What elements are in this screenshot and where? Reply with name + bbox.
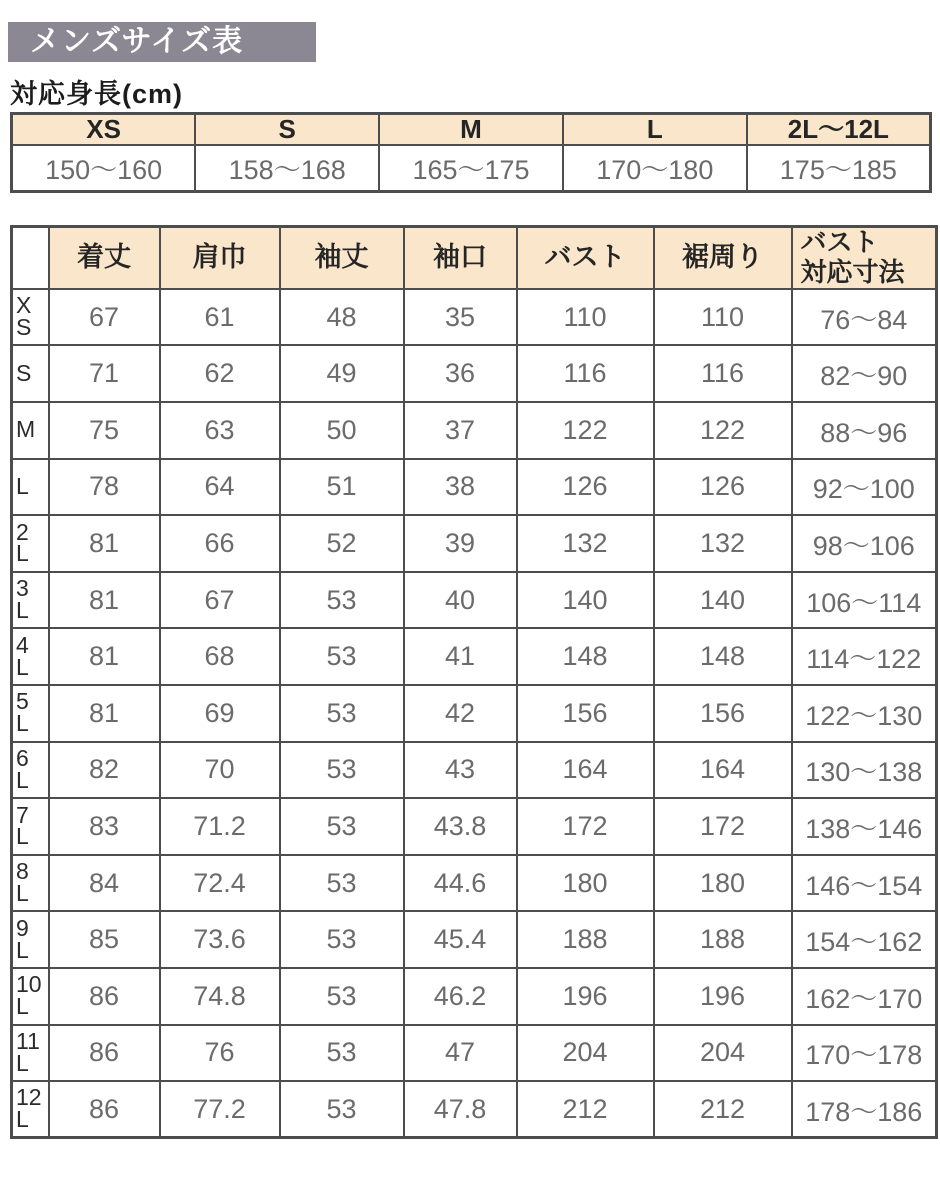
size-value-2L-0: 81 [49,515,160,572]
size-value-12L-2: 53 [280,1081,404,1138]
size-value-XS-5: 110 [654,289,792,346]
size-value-11L-2: 53 [280,1025,404,1082]
size-value-6L-0: 82 [49,742,160,799]
size-value-6L-6: 130〜138 [792,742,937,799]
size-row-L [12,459,937,516]
size-value-3L-2: 53 [280,572,404,629]
size-value-10L-0: 86 [49,968,160,1025]
size-value-11L-0: 86 [49,1025,160,1082]
size-value-10L-6: 162〜170 [792,968,937,1025]
size-value-10L-3: 46.2 [404,968,517,1025]
size-row-label-5L: 5 L [12,685,49,742]
size-value-M-6: 88〜96 [792,402,937,459]
size-value-L-5: 126 [654,459,792,516]
size-row-label-8L: 8 L [12,855,49,912]
size-value-5L-1: 69 [160,685,280,742]
size-value-4L-6: 114〜122 [792,628,937,685]
size-value-6L-5: 164 [654,742,792,799]
size-value-7L-3: 43.8 [404,798,517,855]
size-value-L-4: 126 [517,459,654,516]
size-row-label-12L: 12 L [12,1081,49,1138]
size-row-2L [12,515,937,572]
size-value-10L-5: 196 [654,968,792,1025]
size-value-9L-6: 154〜162 [792,911,937,968]
height-table [10,112,932,193]
size-value-5L-6: 122〜130 [792,685,937,742]
size-row-label-S: S [12,345,49,402]
size-value-S-4: 116 [517,345,654,402]
size-value-4L-3: 41 [404,628,517,685]
size-row-label-3L: 3 L [12,572,49,629]
size-value-5L-0: 81 [49,685,160,742]
size-value-L-0: 78 [49,459,160,516]
size-value-L-3: 38 [404,459,517,516]
size-value-S-3: 36 [404,345,517,402]
size-value-9L-1: 73.6 [160,911,280,968]
size-value-10L-1: 74.8 [160,968,280,1025]
size-col-header-4: バスト [517,227,654,289]
size-value-3L-3: 40 [404,572,517,629]
size-row-label-7L: 7 L [12,798,49,855]
size-row-7L [12,798,937,855]
size-value-8L-1: 72.4 [160,855,280,912]
height-value-3: 170〜180 [563,145,747,192]
size-row-label-11L: 11 L [12,1025,49,1082]
size-value-8L-3: 44.6 [404,855,517,912]
size-value-4L-0: 81 [49,628,160,685]
size-value-9L-0: 85 [49,911,160,968]
size-value-S-5: 116 [654,345,792,402]
size-col-header-2: 袖丈 [280,227,404,289]
size-row-6L [12,742,937,799]
size-value-5L-2: 53 [280,685,404,742]
size-value-M-4: 122 [517,402,654,459]
size-value-XS-6: 76〜84 [792,289,937,346]
size-value-12L-3: 47.8 [404,1081,517,1138]
size-row-12L [12,1081,937,1138]
height-value-1: 158〜168 [195,145,379,192]
size-value-7L-5: 172 [654,798,792,855]
size-value-L-6: 92〜100 [792,459,937,516]
height-col-header-4: 2L〜12L [747,114,931,145]
size-value-7L-4: 172 [517,798,654,855]
size-value-8L-6: 146〜154 [792,855,937,912]
size-row-3L [12,572,937,629]
size-value-10L-4: 196 [517,968,654,1025]
size-value-M-2: 50 [280,402,404,459]
size-value-2L-3: 39 [404,515,517,572]
size-value-2L-1: 66 [160,515,280,572]
size-col-header-6: バスト 対応寸法 [792,227,937,289]
size-value-12L-6: 178〜186 [792,1081,937,1138]
size-row-label-L: L [12,459,49,516]
size-value-4L-1: 68 [160,628,280,685]
size-table-corner [12,227,49,289]
size-value-8L-4: 180 [517,855,654,912]
size-value-6L-4: 164 [517,742,654,799]
size-value-S-0: 71 [49,345,160,402]
size-value-6L-1: 70 [160,742,280,799]
size-table [10,225,938,1139]
size-col-header-1: 肩巾 [160,227,280,289]
height-value-0: 150〜160 [12,145,196,192]
size-value-4L-4: 148 [517,628,654,685]
height-section-title: 対応身長(cm) [10,79,184,109]
size-value-4L-5: 148 [654,628,792,685]
size-row-S [12,345,937,402]
size-table-header-row [12,227,937,289]
size-value-7L-2: 53 [280,798,404,855]
size-value-XS-2: 48 [280,289,404,346]
size-value-3L-4: 140 [517,572,654,629]
size-col-header-0: 着丈 [49,227,160,289]
size-row-8L [12,855,937,912]
height-value-2: 165〜175 [379,145,563,192]
size-value-XS-4: 110 [517,289,654,346]
size-value-11L-6: 170〜178 [792,1025,937,1082]
size-value-12L-0: 86 [49,1081,160,1138]
size-value-9L-3: 45.4 [404,911,517,968]
size-value-2L-5: 132 [654,515,792,572]
size-value-M-5: 122 [654,402,792,459]
size-value-2L-4: 132 [517,515,654,572]
size-value-L-2: 51 [280,459,404,516]
size-row-9L [12,911,937,968]
size-value-S-2: 49 [280,345,404,402]
height-col-header-3: L [563,114,747,145]
size-value-M-3: 37 [404,402,517,459]
size-value-S-1: 62 [160,345,280,402]
size-value-3L-0: 81 [49,572,160,629]
size-value-S-6: 82〜90 [792,345,937,402]
size-value-9L-2: 53 [280,911,404,968]
size-row-label-9L: 9 L [12,911,49,968]
size-value-5L-3: 42 [404,685,517,742]
size-value-9L-5: 188 [654,911,792,968]
size-value-8L-2: 53 [280,855,404,912]
height-col-header-1: S [195,114,379,145]
size-value-2L-6: 98〜106 [792,515,937,572]
height-col-header-2: M [379,114,563,145]
size-row-5L [12,685,937,742]
size-value-11L-1: 76 [160,1025,280,1082]
size-value-7L-6: 138〜146 [792,798,937,855]
size-value-4L-2: 53 [280,628,404,685]
size-value-12L-5: 212 [654,1081,792,1138]
size-value-11L-3: 47 [404,1025,517,1082]
size-value-7L-0: 83 [49,798,160,855]
size-col-header-3: 袖口 [404,227,517,289]
size-value-XS-1: 61 [160,289,280,346]
size-value-12L-1: 77.2 [160,1081,280,1138]
size-value-11L-4: 204 [517,1025,654,1082]
size-value-12L-4: 212 [517,1081,654,1138]
size-value-XS-0: 67 [49,289,160,346]
size-row-M [12,402,937,459]
height-table-value-row [12,145,931,192]
size-row-label-4L: 4 L [12,628,49,685]
size-value-11L-5: 204 [654,1025,792,1082]
size-value-3L-6: 106〜114 [792,572,937,629]
size-row-10L [12,968,937,1025]
size-value-10L-2: 53 [280,968,404,1025]
size-value-2L-2: 52 [280,515,404,572]
size-row-label-6L: 6 L [12,742,49,799]
size-row-label-2L: 2 L [12,515,49,572]
size-value-6L-3: 43 [404,742,517,799]
size-value-L-1: 64 [160,459,280,516]
size-row-label-10L: 10 L [12,968,49,1025]
size-value-8L-5: 180 [654,855,792,912]
size-row-XS [12,289,937,346]
size-value-6L-2: 53 [280,742,404,799]
size-value-5L-4: 156 [517,685,654,742]
page-title: メンズサイズ表 [8,22,316,62]
size-row-4L [12,628,937,685]
height-value-4: 175〜185 [747,145,931,192]
size-value-8L-0: 84 [49,855,160,912]
size-value-3L-1: 67 [160,572,280,629]
size-value-XS-3: 35 [404,289,517,346]
size-value-7L-1: 71.2 [160,798,280,855]
size-row-11L [12,1025,937,1082]
size-value-5L-5: 156 [654,685,792,742]
size-value-9L-4: 188 [517,911,654,968]
height-col-header-0: XS [12,114,196,145]
size-col-header-5: 裾周り [654,227,792,289]
size-row-label-XS: X S [12,289,49,346]
size-value-3L-5: 140 [654,572,792,629]
height-table-header-row [12,114,931,145]
size-value-M-1: 63 [160,402,280,459]
size-row-label-M: M [12,402,49,459]
size-value-M-0: 75 [49,402,160,459]
